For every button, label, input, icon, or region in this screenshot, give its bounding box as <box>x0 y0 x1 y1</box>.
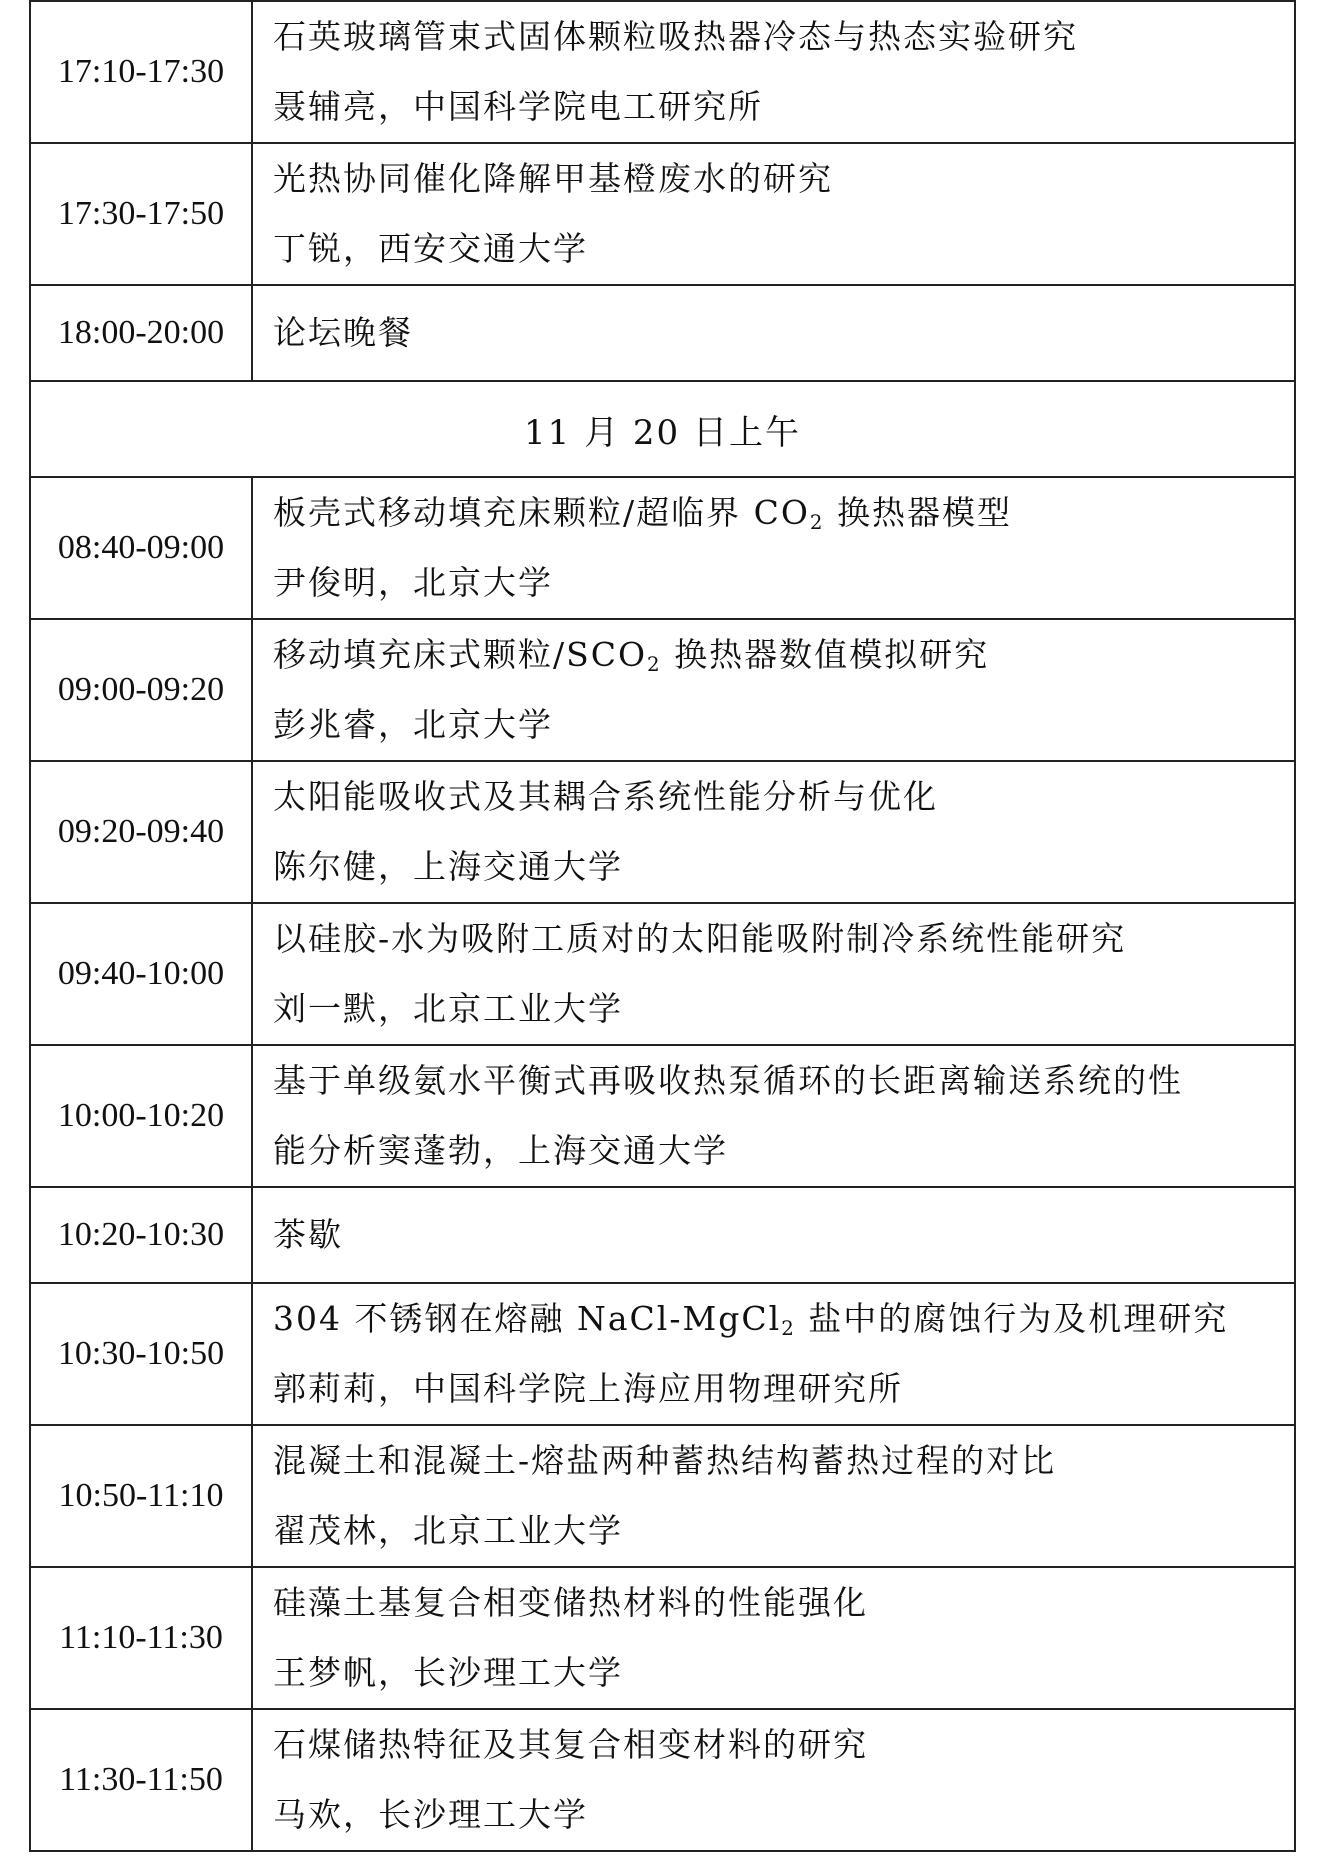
talk-title: 板壳式移动填充床颗粒/超临界 $CO_2$ 换热器模型 <box>273 493 1013 534</box>
time-slot: 09:20-09:40 <box>30 761 252 903</box>
talk-speaker: 刘一默，北京工业大学 <box>273 989 623 1028</box>
talk-speaker: 陈尔健，上海交通大学 <box>273 847 623 886</box>
table-row <box>30 1187 1295 1283</box>
talk-title: 硅藻土基复合相变储热材料的性能强化 <box>273 1583 868 1622</box>
table-row <box>30 1709 1295 1851</box>
talk-cell <box>252 761 1295 903</box>
talk-cell <box>252 619 1295 761</box>
time-slot: 17:10-17:30 <box>30 1 252 143</box>
talk-speaker: 丁锐，西安交通大学 <box>273 229 588 268</box>
table-row <box>30 143 1295 285</box>
talk-title: 以硅胶-水为吸附工质对的太阳能吸附制冷系统性能研究 <box>273 919 1127 958</box>
talk-cell <box>252 1567 1295 1709</box>
table-row <box>30 761 1295 903</box>
event-title: 茶歇 <box>273 1215 343 1254</box>
talk-speaker: 彭兆睿，北京大学 <box>273 705 553 744</box>
talk-cell <box>252 1425 1295 1567</box>
time-slot: 11:10-11:30 <box>30 1567 252 1709</box>
talk-cell <box>252 1283 1295 1425</box>
time-slot: 08:40-09:00 <box>30 477 252 619</box>
table-row <box>30 1045 1295 1187</box>
talk-title: 太阳能吸收式及其耦合系统性能分析与优化 <box>273 777 938 816</box>
time-slot: 10:50-11:10 <box>30 1425 252 1567</box>
time-slot: 10:30-10:50 <box>30 1283 252 1425</box>
table-row <box>30 285 1295 381</box>
day-header-row <box>30 381 1295 477</box>
talk-title: 304 不锈钢在熔融 NaCl-MgCl$_2$ 盐中的腐蚀行为及机理研究 <box>273 1299 1229 1340</box>
time-slot: 09:40-10:00 <box>30 903 252 1045</box>
table-row <box>30 619 1295 761</box>
talk-speaker: 翟茂林，北京工业大学 <box>273 1511 623 1550</box>
talk-speaker: 郭莉莉，中国科学院上海应用物理研究所 <box>273 1369 903 1408</box>
talk-title: 石英玻璃管束式固体颗粒吸热器冷态与热态实验研究 <box>273 17 1078 56</box>
talk-cell <box>252 143 1295 285</box>
talk-cell <box>252 1045 1295 1187</box>
table-row <box>30 1567 1295 1709</box>
talk-cell <box>252 477 1295 619</box>
table-row <box>30 903 1295 1045</box>
event-title: 论坛晚餐 <box>273 313 413 352</box>
day-header: 11 月 20 日上午 <box>30 381 1295 477</box>
time-slot: 18:00-20:00 <box>30 285 252 381</box>
talk-title: 光热协同催化降解甲基橙废水的研究 <box>273 159 833 198</box>
talk-title: 混凝土和混凝土-熔盐两种蓄热结构蓄热过程的对比 <box>273 1441 1057 1480</box>
talk-speaker: 马欢，长沙理工大学 <box>273 1795 588 1834</box>
talk-title: 基于单级氨水平衡式再吸收热泵循环的长距离输送系统的性 <box>273 1061 1183 1100</box>
talk-cell <box>252 1187 1295 1283</box>
time-slot: 10:00-10:20 <box>30 1045 252 1187</box>
talk-cell <box>252 1709 1295 1851</box>
talk-speaker: 聂辅亮，中国科学院电工研究所 <box>273 87 763 126</box>
talk-speaker: 尹俊明，北京大学 <box>273 563 553 602</box>
talk-speaker: 能分析窦蓬勃，上海交通大学 <box>273 1131 728 1170</box>
talk-speaker: 王梦帆，长沙理工大学 <box>273 1653 623 1692</box>
table-row <box>30 1 1295 143</box>
talk-title: 石煤储热特征及其复合相变材料的研究 <box>273 1725 868 1764</box>
schedule-table <box>29 0 1296 1852</box>
talk-cell <box>252 1 1295 143</box>
table-row <box>30 1425 1295 1567</box>
time-slot: 10:20-10:30 <box>30 1187 252 1283</box>
time-slot: 09:00-09:20 <box>30 619 252 761</box>
talk-cell <box>252 285 1295 381</box>
table-row <box>30 1283 1295 1425</box>
time-slot: 11:30-11:50 <box>30 1709 252 1851</box>
time-slot: 17:30-17:50 <box>30 143 252 285</box>
talk-title: 移动填充床式颗粒$/SCO_2$ 换热器数值模拟研究 <box>273 635 990 676</box>
table-row <box>30 477 1295 619</box>
talk-cell <box>252 903 1295 1045</box>
